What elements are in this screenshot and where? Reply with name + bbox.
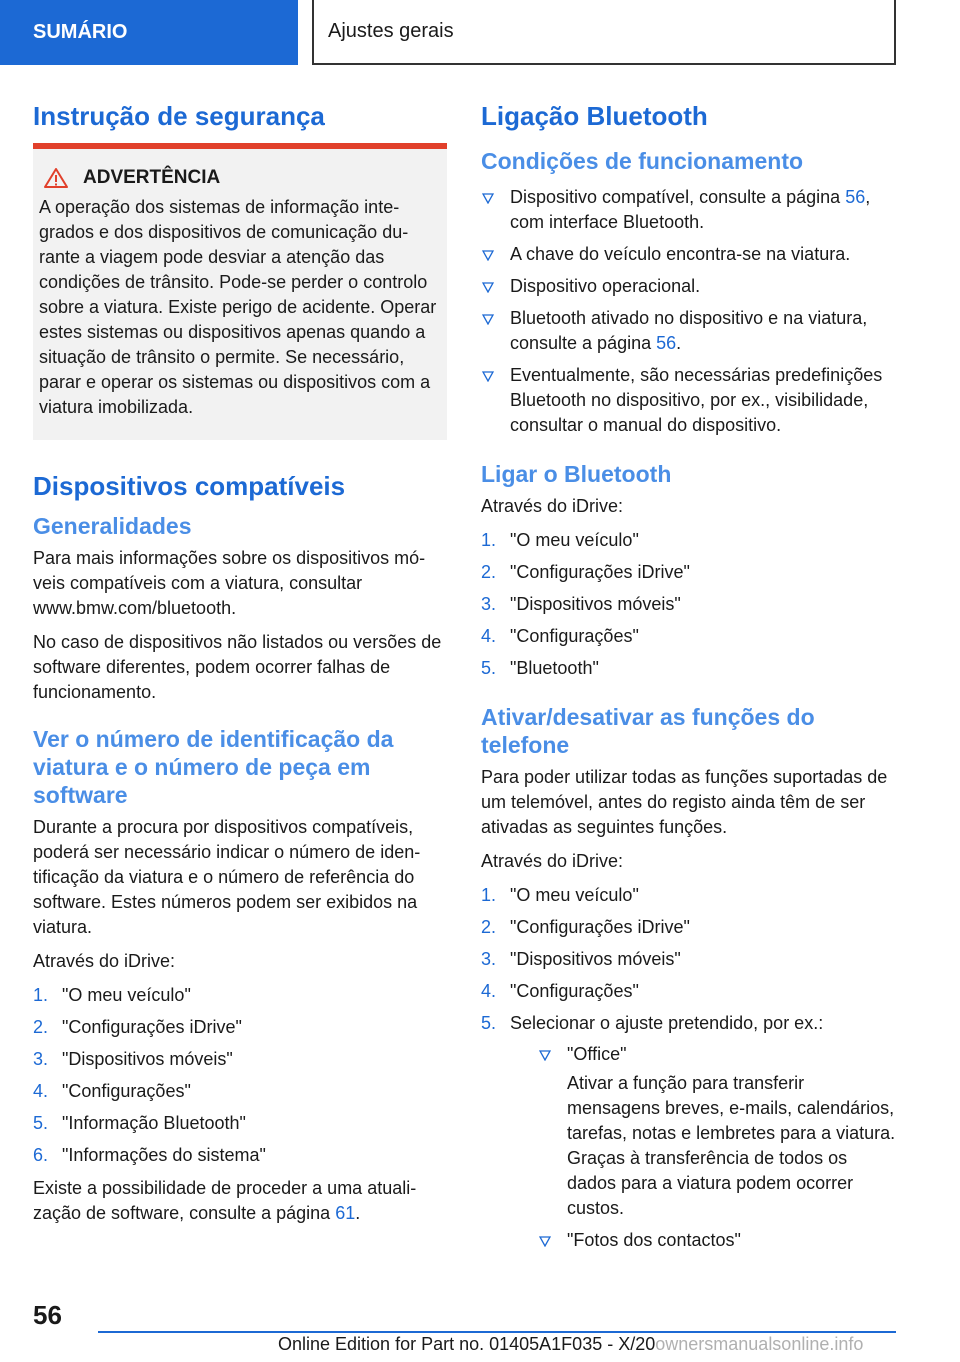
paragraph-phone-functions: Para poder utilizar todas as funções suportadas de um telemóvel, antes do registo ainda têm de ser ativadas as seguintes funções. — [481, 766, 888, 837]
heading-phone-functions: Ativar/desativar as funções do telefone — [481, 703, 815, 758]
condition-text: Bluetooth ativado no dispositivo e na viatura, consulte a página — [510, 307, 868, 353]
list-item — [538, 1042, 896, 1221]
bullet-triangle-icon — [539, 1236, 551, 1247]
heading-identification-number: Ver o número de identificação da viatura e o número de peça em software — [33, 726, 394, 809]
left-column — [33, 100, 447, 1235]
step-text: "Configurações iDrive" — [510, 561, 690, 582]
heading-bluetooth-connection: Ligação Bluetooth — [481, 101, 708, 131]
paragraph-general-2: No caso de dispositivos não listados ou versões de software diferentes, podem ocorrer falhas de funcionamento. — [33, 632, 442, 703]
step-text: "Dispositivos móveis" — [510, 948, 681, 969]
list-item — [481, 979, 896, 1004]
page-link-56[interactable]: 56 — [656, 332, 677, 353]
heading-compatible-devices: Dispositivos compatíveis — [33, 470, 346, 501]
step-number: 1. — [481, 529, 497, 550]
step-number: 1. — [33, 985, 49, 1006]
list-item — [481, 274, 896, 299]
heading-general: Generalidades — [33, 513, 192, 539]
page-link-56[interactable]: 56 — [845, 186, 866, 207]
paragraph-via-idrive: Através do iDrive: — [481, 495, 624, 516]
step-number: 1. — [481, 884, 497, 905]
step-number: 5. — [481, 1012, 497, 1033]
list-item — [481, 624, 896, 649]
bluetooth-steps-list — [481, 528, 896, 681]
warning-title — [43, 167, 437, 189]
condition-text: . — [676, 332, 682, 353]
footer-edition — [278, 1334, 863, 1355]
step-text: "O meu veículo" — [62, 985, 191, 1006]
warning-triangle-icon — [43, 167, 69, 189]
step-number: 4. — [481, 980, 497, 1001]
step-text: "Dispositivos móveis" — [62, 1049, 233, 1070]
step-number: 3. — [481, 593, 497, 614]
step-text: "Dispositivos móveis" — [510, 593, 681, 614]
list-item — [481, 883, 896, 908]
page-link-61[interactable]: 61 — [335, 1203, 356, 1224]
list-item — [33, 1047, 447, 1072]
option-contact-photos: "Fotos dos contactos" — [567, 1229, 741, 1250]
list-item — [481, 1011, 896, 1253]
step-text: "O meu veículo" — [510, 529, 639, 550]
step-number: 3. — [33, 1049, 49, 1070]
step-text: "Configurações" — [510, 980, 639, 1001]
paragraph-via-idrive: Através do iDrive: — [33, 951, 176, 972]
list-item — [481, 185, 896, 235]
bullet-triangle-icon — [482, 250, 494, 261]
settings-sublist — [538, 1042, 896, 1253]
list-item — [481, 306, 896, 356]
list-item — [33, 983, 447, 1008]
section-title: Ajustes gerais — [312, 0, 896, 65]
paragraph-general-1: Para mais informações sobre os dispositivos móveis compatíveis com a viatura, consultar www.bmw.com/bluetooth. — [33, 548, 426, 619]
heading-safety: Instrução de segurança — [33, 101, 325, 131]
condition-text: Eventualmente, são necessárias predefinições Bluetooth no dispositivo, por ex., visibilidade, consultar o manual do dispositivo. — [510, 364, 883, 435]
list-item — [481, 915, 896, 940]
step-text: "Configurações" — [62, 1081, 191, 1102]
step-text: "Informação Bluetooth" — [62, 1113, 246, 1134]
step-number: 5. — [481, 657, 497, 678]
step-text: "Bluetooth" — [510, 657, 599, 678]
step-text: "Configurações iDrive" — [510, 916, 690, 937]
list-item — [481, 592, 896, 617]
step-number: 3. — [481, 948, 497, 969]
phone-steps-list — [481, 883, 896, 1253]
update-text-end: . — [355, 1203, 361, 1224]
step-number: 4. — [33, 1081, 49, 1102]
heading-operating-conditions: Condições de funcionamento — [481, 147, 804, 174]
condition-text: Dispositivo operacional. — [510, 275, 701, 296]
bullet-triangle-icon — [539, 1050, 551, 1061]
update-text: Existe a possibilidade de proceder a uma atualização de software, consulte a página — [33, 1178, 417, 1224]
paragraph-identification: Durante a procura por dispositivos compatíveis, poderá ser necessário indicar o número de identificação da viatura e o número de referência do software. Estes números podem ser exibidos na viatura. — [33, 817, 421, 938]
list-item — [481, 947, 896, 972]
option-office-description: Ativar a função para transferir mensagens breves, e-mails, calendários, tarefas, notas e lembretes para a viatura. Graças à transferência de todos os dados para a viatura podem ocorrer custos. — [567, 1072, 896, 1218]
condition-text: A chave do veículo encontra-se na viatura. — [510, 243, 851, 264]
list-item — [481, 656, 896, 681]
toc-tab[interactable]: SUMÁRIO — [0, 0, 298, 65]
list-item — [33, 1079, 447, 1104]
watermark: ownersmanualsonline.info — [655, 1334, 864, 1354]
bullet-triangle-icon — [482, 314, 494, 325]
heading-connect-bluetooth: Ligar o Bluetooth — [481, 460, 672, 487]
idrive-steps-list — [33, 983, 447, 1168]
step-number: 5. — [33, 1113, 49, 1134]
edition-text: Online Edition for Part no. 01405A1F035 - X/20 — [278, 1334, 656, 1354]
step-text: "Informações do sistema" — [62, 1145, 266, 1166]
paragraph-via-idrive: Através do iDrive: — [481, 850, 624, 871]
warning-box — [33, 143, 447, 440]
step-text: Selecionar o ajuste pretendido, por ex.: — [510, 1012, 824, 1033]
bullet-triangle-icon — [482, 282, 494, 293]
step-number: 2. — [33, 1017, 49, 1038]
list-item — [481, 560, 896, 585]
page-number: 56 — [33, 1300, 62, 1330]
step-number: 4. — [481, 625, 497, 646]
bullet-triangle-icon — [482, 193, 494, 204]
paragraph-software-update — [33, 1176, 447, 1226]
list-item — [481, 528, 896, 553]
warning-title-text: ADVERTÊNCIA — [83, 166, 221, 188]
condition-text: Dispositivo compatível, consulte a página — [510, 186, 846, 207]
step-number: 2. — [481, 916, 497, 937]
list-item — [33, 1015, 447, 1040]
bullet-triangle-icon — [482, 371, 494, 382]
step-text: "Configurações iDrive" — [62, 1017, 242, 1038]
list-item — [481, 242, 896, 267]
step-text: "Configurações" — [510, 625, 639, 646]
footer-divider — [98, 1331, 896, 1333]
condition-text: , com interface Bluetooth. — [510, 186, 871, 232]
step-number: 6. — [33, 1145, 49, 1166]
warning-text: A operação dos sistemas de informação integrados e dos dispositivos de comunicação durante a viagem pode desviar a atenção das condições de trânsito. Pode-se perder o controlo sobre a viatura. Existe perigo de acidente. Operar estes sistemas ou dispositivos apenas quando a situação de trânsito o permite. Se necessário, parar e operar os sistemas ou dispositivos com a viatura imobilizada. — [39, 196, 437, 417]
step-number: 2. — [481, 561, 497, 582]
conditions-list — [481, 185, 896, 438]
right-column — [481, 100, 896, 1261]
list-item — [538, 1228, 896, 1253]
list-item — [481, 363, 896, 438]
list-item — [33, 1143, 447, 1168]
list-item — [33, 1111, 447, 1136]
step-text: "O meu veículo" — [510, 884, 639, 905]
option-office: "Office" — [567, 1043, 627, 1064]
